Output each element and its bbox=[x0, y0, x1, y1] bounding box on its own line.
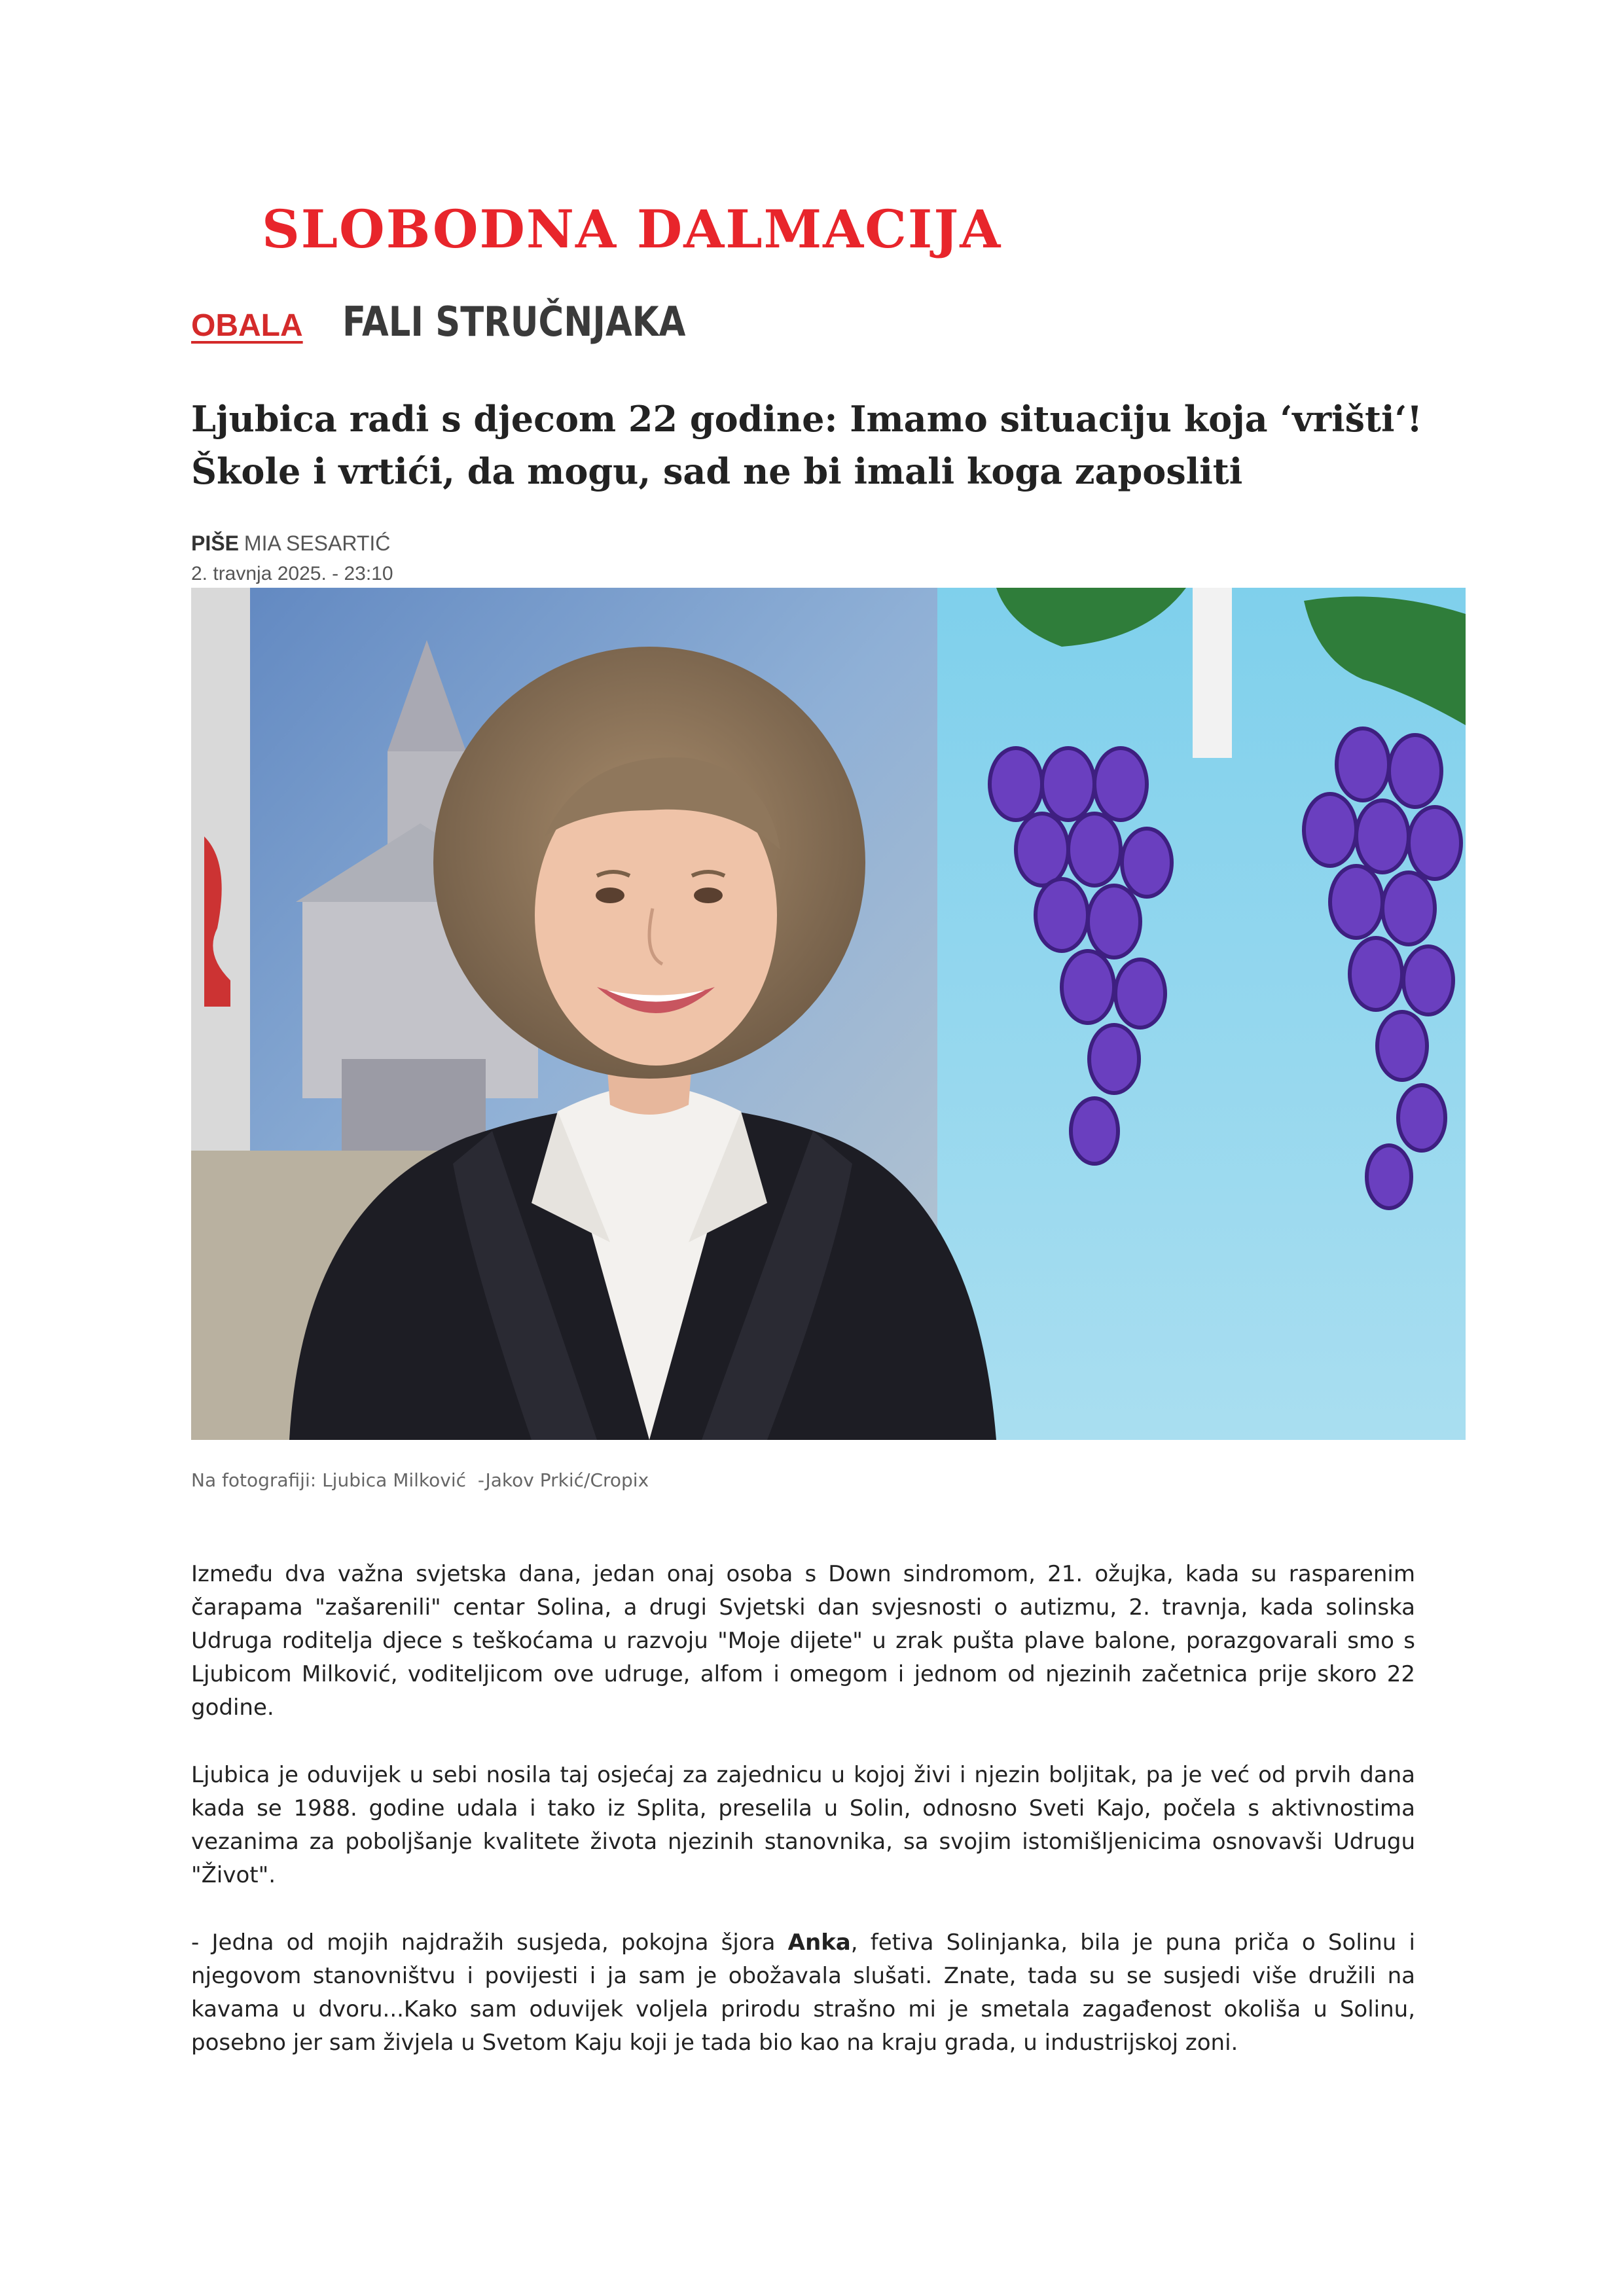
paragraph bbox=[191, 1926, 1415, 2060]
paragraph: Između dva važna svjetska dana, jedan onaj osoba s Down sindromom, 21. ožujka, kada su rasparenim čarapama "zašarenili" centar Solina, a drugi Svjetski dan svjesnosti o autizmu, 2. travnja, kada solinska Udruga roditelja djece s teškoćama u razvoju "Moje dijete" u zrak pušta plave balone, porazgovarali smo s Ljubicom Milković, voditeljicom ove udruge, alfom i omegom i jednom od njezinih začetnica prije skoro 22 godine. bbox=[191, 1561, 1415, 1721]
portrait-illustration bbox=[191, 588, 1466, 1440]
kicker-title: FALI STRUČNJAKA bbox=[342, 298, 686, 346]
article-photo bbox=[191, 588, 1466, 1440]
paragraph-text: , fetiva Solinjanka, bila je puna priča o Solinu i njegovom stanovništvu i povijesti i ja sam je obožavala slušati. Znate, tada su se susjedi više družili na kavama u dvoru...Kako sam oduvijek voljela prirodu strašno mi je smetala zagađenost okoliša u Solinu, posebno jer sam živjela u Svetom Kaju koji je tada bio kao na kraju grada, u industrijskoj zoni. bbox=[191, 1929, 1415, 2056]
paragraph-text: - Jedna od mojih najdražih susjeda, pokojna šjora bbox=[191, 1929, 788, 1956]
bold-name: Anka bbox=[787, 1929, 851, 1956]
byline-label: PIŠE bbox=[191, 531, 239, 555]
section-header bbox=[191, 298, 746, 350]
author-name[interactable]: MIA SESARTIĆ bbox=[244, 531, 391, 555]
publish-date: 2. travnja 2025. - 23:10 bbox=[191, 563, 393, 584]
article-body bbox=[191, 1558, 1415, 2094]
category-link[interactable]: OBALA bbox=[191, 308, 303, 343]
byline bbox=[191, 531, 390, 556]
masthead-logo[interactable]: SLOBODNA DALMACIJA bbox=[262, 198, 1002, 260]
photo-caption: Na fotografiji: Ljubica Milković -Jakov Prkić/Cropix bbox=[191, 1469, 649, 1491]
paragraph: Ljubica je oduvijek u sebi nosila taj osjećaj za zajednicu u kojoj živi i njezin boljitak, pa je već od prvih dana kada se 1988. godine udala i tako iz Splita, preselila u Solin, odnosno Sveti Kajo, počela s aktivnostima vezanima za poboljšanje kvalitete života njezinih stanovnika, sa svojim istomišljenicima osnovavši Udrugu "Život". bbox=[191, 1762, 1415, 1888]
article-headline: Ljubica radi s djecom 22 godine: Imamo situaciju koja ‘vrišti‘! Škole i vrtići, da mogu, sad ne bi imali koga zaposliti bbox=[191, 398, 1422, 492]
